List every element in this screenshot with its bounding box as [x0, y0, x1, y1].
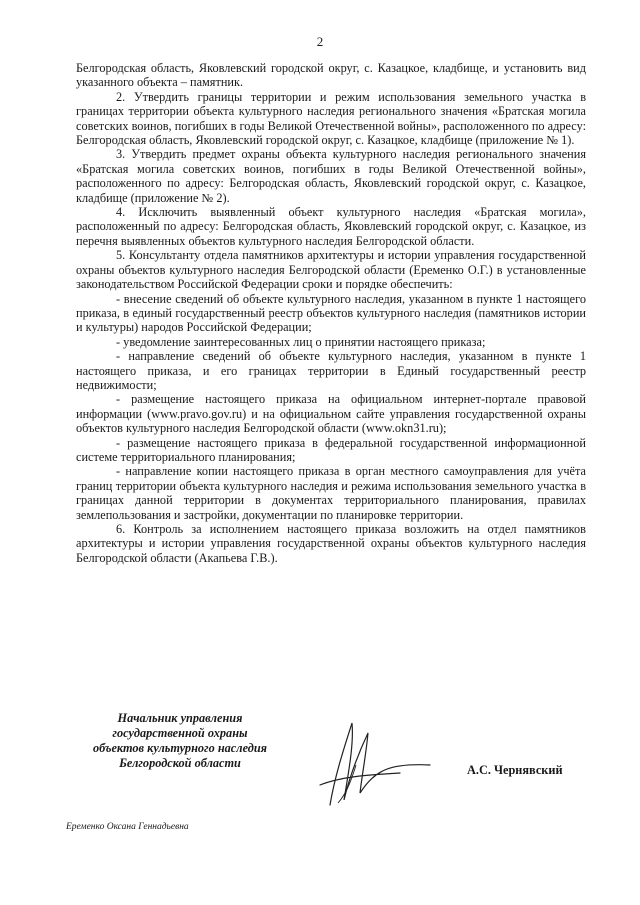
subitem-notification: - уведомление заинтересованных лиц о принятии настоящего приказа;	[116, 334, 486, 349]
signatory-position	[70, 711, 290, 771]
paragraph-item-5: 5. Консультанту отдела памятников архитектуры и истории управления государственной охраны объектов культурного наследия Белгородской области (Еременко О.Г.) в установленные законодательством Российской Федерации сроки и порядке обеспечить:	[76, 248, 586, 292]
signatory-line-2: государственной охраны	[112, 726, 248, 740]
executor-name: Еременко Оксана Геннадьевна	[66, 822, 189, 832]
order-body	[76, 61, 586, 565]
signer-name: А.С. Чернявский	[467, 763, 563, 777]
subitem-real-estate-registry: - направление сведений об объекте культурного наследия, указанном в пункте 1 настоящего приказа, и его границах территории в Единый государственный реестр недвижимости;	[76, 349, 586, 392]
signatory-line-4: Белгородской области	[119, 756, 241, 770]
paragraph-continuation: Белгородская область, Яковлевский городской округ, с. Казацкое, кладбище, и установить вид указанного объекта – памятник.	[76, 61, 586, 90]
subitem-registry-entry: - внесение сведений об объекте культурного наследия, указанном в пункте 1 настоящего приказа, в единый государственный реестр объектов культурного наследия (памятников истории и культуры) народов Российской Федерации;	[76, 291, 586, 335]
paragraph-item-2: 2. Утвердить границы территории и режим использования земельного участка в границах территории объекта культурного наследия регионального значения «Братская могила советских воинов, погибших в годы Великой Отечественной войны», расположенного по адресу: Белгородская область, Яковлевский городской округ, с. Казацкое, кладбище (приложение № 1).	[76, 89, 586, 148]
subitem-planning-system: - размещение настоящего приказа в федеральной государственной информационной системе территориального планирования;	[76, 435, 586, 464]
subitem-publication: - размещение настоящего приказа на официальном интернет-портале правовой информации (www.pravo.gov.ru) и на официальном сайте управления государственной охраны объектов культурного наследия Белгородской области (www.okn31.ru);	[76, 392, 586, 436]
subitem-local-government: - направление копии настоящего приказа в орган местного самоуправления для учёта границ территории объекта культурного наследия и режима использования земельного участка в границах данной территории в документах территориального планирования, правилах землепользования и застройки, документации по планировке территории.	[76, 464, 586, 522]
paragraph-item-4: 4. Исключить выявленный объект культурного наследия «Братская могила», расположенный по адресу: Белгородская область, Яковлевский городской округ, с. Казацкое, из перечня выявленных объектов культурного наследия Белгородской области.	[76, 205, 586, 248]
page-number: 2	[316, 34, 324, 49]
handwritten-signature	[290, 715, 440, 815]
paragraph-item-6: 6. Контроль за исполнением настоящего приказа возложить на отдел памятников архитектуры и истории управления государственной охраны объектов культурного наследия Белгородской области (Акапьева Г.В.).	[76, 522, 586, 565]
signatory-line-3: объектов культурного наследия	[92, 741, 267, 755]
paragraph-item-3: 3. Утвердить предмет охраны объекта культурного наследия регионального значения «Братская могила советских воинов, погибших в годы Великой Отечественной войны», расположенного по адресу: Белгородская область, Яковлевский городской округ, с. Казацкое, кладбище (приложение № 2).	[76, 147, 586, 205]
signatory-line-1: Начальник управления	[117, 711, 243, 725]
